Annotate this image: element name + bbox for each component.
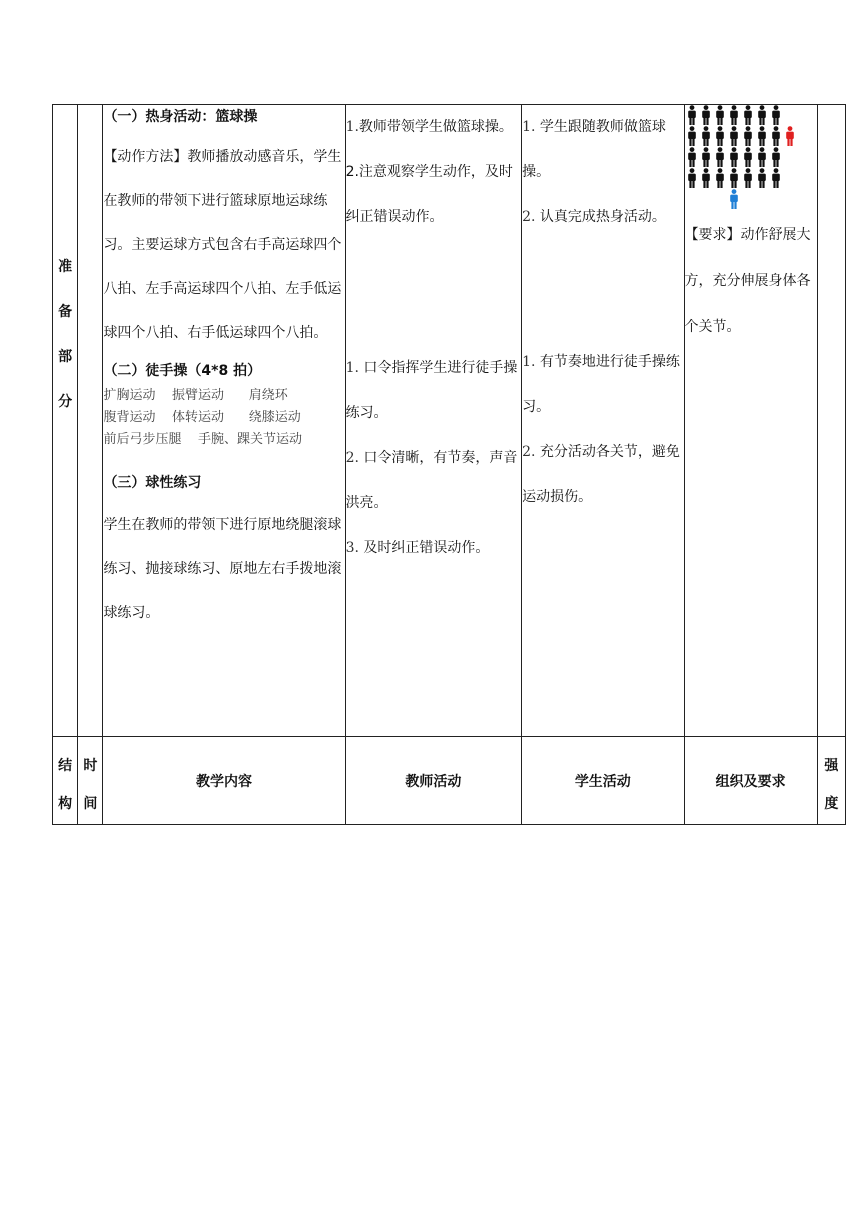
requirement-text: 【要求】动作舒展大方，充分伸展身体各个关节。 [684, 227, 811, 335]
student-icon [701, 105, 711, 125]
student-icon [729, 168, 739, 188]
teacher-item [346, 105, 522, 150]
student-item [522, 340, 683, 430]
header-char: 强 [824, 757, 839, 774]
student-icon [743, 126, 753, 146]
student-icon [757, 147, 767, 167]
header-student: 学生活动 [522, 737, 684, 825]
assistant-icon [729, 189, 739, 209]
item-text: 及时纠正错误动作。 [358, 540, 490, 556]
header-char: 度 [824, 795, 839, 812]
header-char: 间 [83, 795, 98, 812]
student-icon [715, 105, 725, 125]
student-item [522, 105, 683, 195]
student-icon [701, 147, 711, 167]
item-number: 1. [522, 119, 536, 135]
student-icon [743, 105, 753, 125]
teacher-icon [785, 126, 795, 146]
section-label-char: 准 [58, 259, 73, 275]
item-number: 1. [345, 360, 359, 376]
formation-diagram [687, 105, 817, 210]
section-label-cell [53, 105, 78, 737]
item-number: 1. [345, 119, 359, 135]
student-icon [771, 168, 781, 188]
item-number: 2. [345, 450, 359, 466]
student-item [522, 195, 683, 240]
warmup-title: （一）热身活动：篮球操 [103, 109, 258, 125]
header-char: 结 [58, 757, 73, 774]
student-icon [687, 168, 697, 188]
item-text: 充分活动各关节，避免运动损伤。 [522, 444, 680, 505]
header-teacher: 教师活动 [345, 737, 522, 825]
section-label-char: 备 [58, 304, 73, 320]
student-icon [701, 126, 711, 146]
section-label-char: 部 [58, 349, 73, 365]
teacher-activity-cell [345, 105, 522, 737]
organization-cell [684, 105, 817, 737]
student-activity-cell [522, 105, 684, 737]
student-icon [687, 105, 697, 125]
item-text: 认真完成热身活动。 [535, 209, 666, 225]
item-text: 学生跟随教师做篮球操。 [522, 119, 666, 180]
header-char: 构 [58, 795, 73, 812]
item-text: 注意观察学生动作，及时纠正错误动作。 [345, 164, 513, 225]
student-icon [771, 126, 781, 146]
item-number: 1. [522, 354, 536, 370]
student-icon [757, 126, 767, 146]
header-char: 时 [83, 757, 98, 774]
student-icon [715, 147, 725, 167]
student-icon [771, 105, 781, 125]
content-cell [103, 105, 345, 737]
student-icon [687, 126, 697, 146]
header-strength [817, 737, 845, 825]
student-icon [701, 168, 711, 188]
item-number: 3. [345, 540, 359, 556]
student-icon [687, 147, 697, 167]
header-structure [53, 737, 78, 825]
time-cell [78, 105, 103, 737]
item-number: 2. [345, 164, 359, 180]
item-text: 有节奏地进行徒手操练习。 [522, 354, 680, 415]
header-organization: 组织及要求 [684, 737, 817, 825]
student-icon [743, 168, 753, 188]
student-icon [729, 126, 739, 146]
freehand-moves: 扩胸运动 振臂运动 肩绕环 腹背运动 体转运动 绕膝运动 前后弓步压腿 手腕、踝关节运动 [103, 388, 302, 447]
item-text: 口令指挥学生进行徒手操练习。 [345, 360, 518, 421]
student-icon [715, 168, 725, 188]
teacher-item [346, 526, 522, 571]
item-number: 2. [522, 209, 536, 225]
item-number: 2. [522, 444, 536, 460]
student-icon [771, 147, 781, 167]
ball-title: （三）球性练习 [103, 475, 202, 491]
student-icon [729, 147, 739, 167]
teacher-item [346, 150, 522, 240]
student-icon [729, 105, 739, 125]
header-time [78, 737, 103, 825]
warmup-text: 【动作方法】教师播放动感音乐，学生在教师的带领下进行篮球原地运球练习。主要运球方式包含右手高运球四个八拍、左手高运球四个八拍、左手低运球四个八拍、右手低运球四个八拍。 [103, 149, 342, 341]
item-text: 教师带领学生做篮球操。 [358, 119, 513, 135]
student-item [522, 430, 683, 520]
teacher-item [346, 346, 522, 436]
strength-cell [817, 105, 845, 737]
ball-text: 学生在教师的带领下进行原地绕腿滚球练习、抛接球练习、原地左右手拨地滚球练习。 [103, 517, 342, 621]
student-icon [743, 147, 753, 167]
preparation-row [53, 105, 846, 737]
header-content: 教学内容 [103, 737, 345, 825]
lesson-plan-table [52, 104, 846, 825]
student-icon [715, 126, 725, 146]
student-icon [757, 168, 767, 188]
freehand-title: （二）徒手操（4*8 拍） [103, 363, 262, 379]
teacher-item [346, 436, 522, 526]
student-icon [757, 105, 767, 125]
item-text: 口令清晰，有节奏，声音洪亮。 [345, 450, 518, 511]
section-label-char: 分 [58, 394, 73, 410]
header-row [53, 737, 846, 825]
